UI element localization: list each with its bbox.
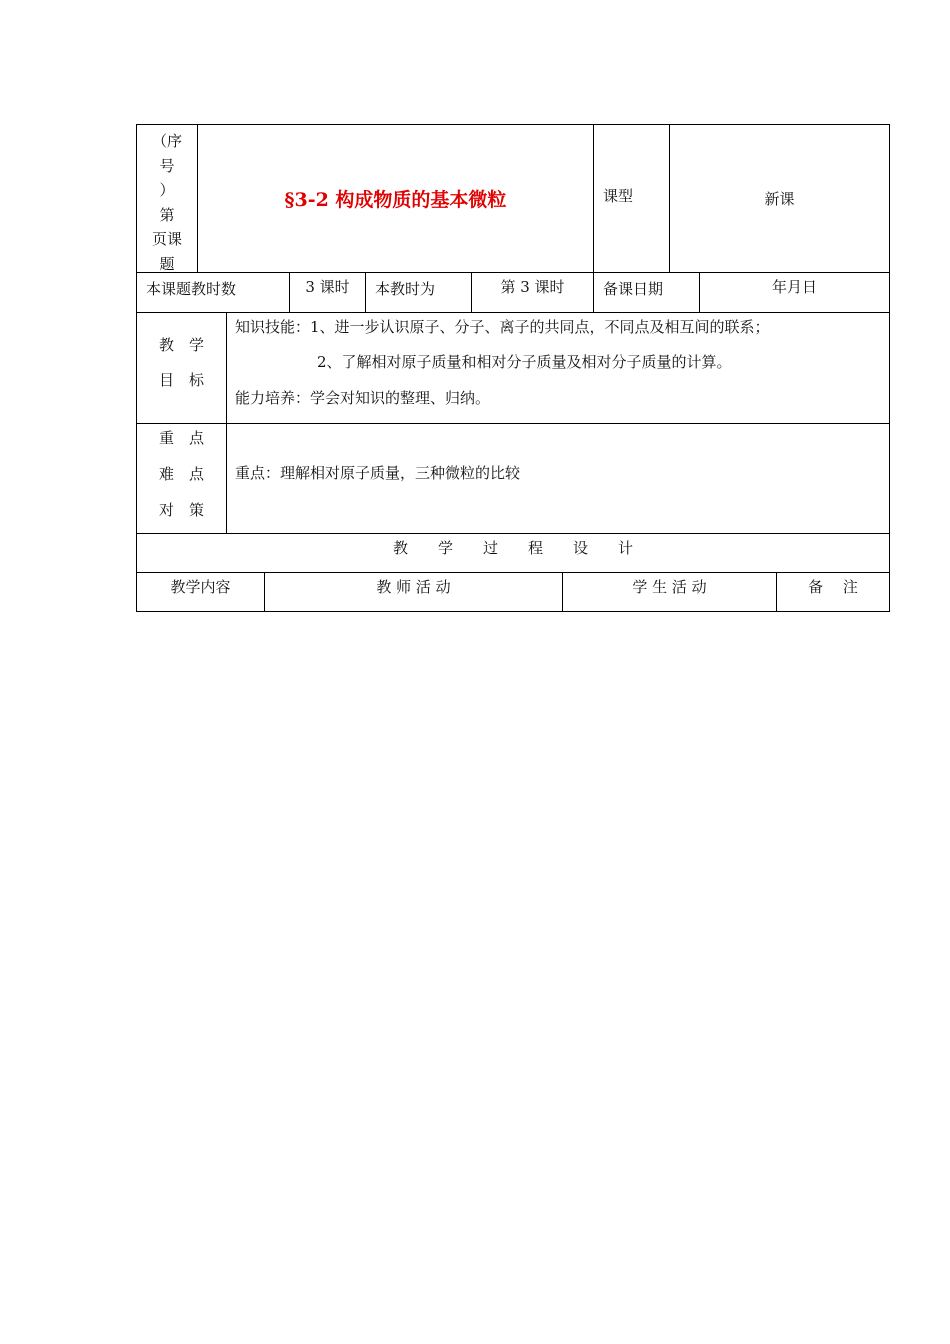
prep-date-value: 年月日 bbox=[771, 278, 817, 296]
goals-line-ability: 能力培养：学会对知识的整理、归纳。 bbox=[235, 389, 491, 407]
prep-date-label-cell bbox=[593, 273, 699, 312]
column-student-cell bbox=[562, 573, 776, 611]
lesson-title: §3-2 构成物质的基本微粒 bbox=[284, 189, 507, 211]
key-points-label: 难 点 bbox=[158, 465, 204, 483]
goals-line-knowledge: 知识技能：1、进一步认识原子、分子、离子的共同点，不同点及相互间的联系； bbox=[235, 318, 770, 336]
column-content-cell bbox=[137, 573, 264, 611]
sequence-line: 页课 bbox=[151, 230, 182, 248]
column-header-content: 教学内容 bbox=[170, 577, 231, 596]
current-label-cell bbox=[365, 273, 471, 312]
lesson-type-label-cell bbox=[593, 125, 669, 272]
current-value-cell bbox=[471, 273, 593, 312]
goals-row bbox=[136, 313, 890, 424]
topic-hours-label-cell bbox=[137, 273, 289, 312]
process-title: 教 学 过 程 设 计 bbox=[392, 538, 633, 557]
hours-row bbox=[136, 273, 890, 313]
lesson-type-value-cell bbox=[669, 125, 889, 272]
sequence-line: （序 bbox=[151, 132, 182, 150]
topic-hours-value-cell bbox=[289, 273, 365, 312]
goals-label: 教 学 bbox=[158, 336, 204, 354]
key-points-row bbox=[136, 424, 890, 534]
key-points-content: 重点：理解相对原子质量，三种微粒的比较 bbox=[235, 464, 521, 482]
process-title-row bbox=[136, 534, 890, 573]
column-header-student: 学 生 活 动 bbox=[632, 577, 707, 596]
key-points-label: 对 策 bbox=[158, 501, 204, 519]
prep-date-value-cell bbox=[699, 273, 889, 312]
current-lesson-label: 本教时为 bbox=[375, 280, 436, 298]
sequence-line: 第 bbox=[159, 205, 175, 224]
lesson-type-label: 课型 bbox=[603, 187, 634, 205]
sequence-cell bbox=[137, 125, 197, 272]
column-teacher-cell bbox=[264, 573, 562, 611]
lesson-type-value: 新课 bbox=[764, 190, 795, 208]
key-points-label-cell bbox=[137, 424, 226, 533]
goals-content-cell bbox=[226, 313, 889, 423]
sequence-line: 题 bbox=[159, 254, 175, 273]
column-header-row bbox=[136, 573, 890, 612]
sequence-line: ） bbox=[159, 181, 175, 199]
column-header-remarks: 备 注 bbox=[808, 577, 858, 596]
header-row bbox=[136, 124, 890, 273]
prep-date-label: 备课日期 bbox=[603, 280, 664, 298]
goals-label-cell bbox=[137, 313, 226, 423]
topic-hours-value: 3 课时 bbox=[305, 278, 350, 296]
sequence-line: 号 bbox=[159, 156, 175, 175]
current-lesson-value: 第 3 课时 bbox=[500, 278, 565, 296]
goals-label: 目 标 bbox=[158, 371, 204, 389]
key-points-content-cell bbox=[226, 424, 889, 533]
title-cell bbox=[197, 125, 593, 272]
column-remarks-cell bbox=[776, 573, 889, 611]
topic-hours-label: 本课题教时数 bbox=[146, 280, 237, 298]
key-points-label: 重 点 bbox=[158, 429, 204, 447]
goals-line-calculation: 2、了解相对原子质量和相对分子质量及相对分子质量的计算。 bbox=[317, 353, 732, 371]
column-header-teacher: 教 师 活 动 bbox=[376, 577, 451, 596]
